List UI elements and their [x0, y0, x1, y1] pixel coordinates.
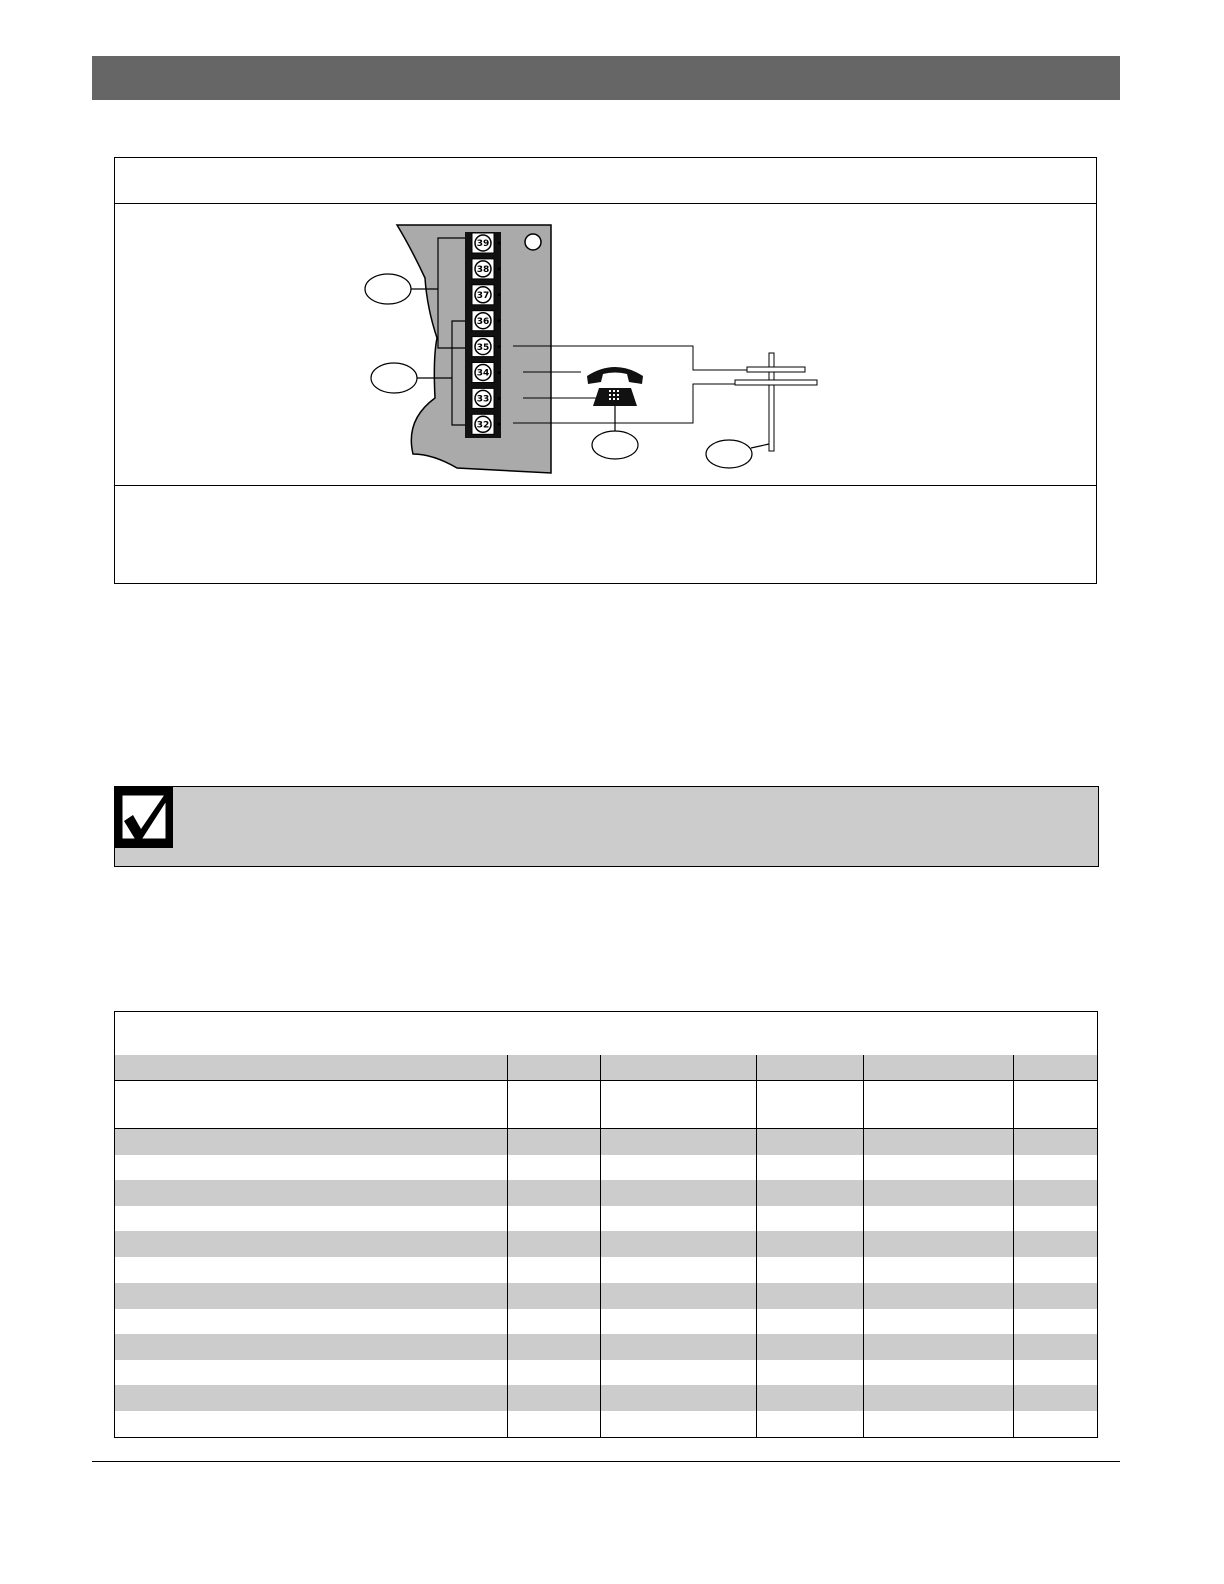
note-box [114, 786, 1099, 867]
table-row [115, 1359, 1097, 1385]
terminal-label: 34 [476, 368, 490, 379]
page-header-bar [92, 56, 1120, 100]
table-row [115, 1231, 1097, 1257]
figure-caption-row [115, 485, 1096, 585]
terminal-label: 38 [476, 265, 490, 276]
table-row [115, 1411, 1097, 1437]
table-title-row [115, 1012, 1097, 1056]
callout-bubble-telephone [592, 431, 638, 459]
terminal-label: 36 [476, 316, 490, 327]
table-subheader-row [115, 1081, 1097, 1129]
data-table [114, 1011, 1098, 1438]
board-mounting-hole [525, 234, 541, 250]
table-column-divider [756, 1055, 757, 1437]
telephone-icon [587, 367, 643, 406]
table-row [115, 1206, 1097, 1232]
table-row [115, 1129, 1097, 1155]
table-column-divider [1013, 1055, 1014, 1437]
wiring-figure [114, 157, 1097, 584]
table-column-divider [863, 1055, 864, 1437]
terminal-label: 33 [476, 394, 490, 405]
callout-bubble-pole [706, 440, 752, 468]
terminal-label: 32 [476, 420, 490, 431]
callout-bubble-upper [365, 274, 411, 304]
callout-bubble-lower [371, 363, 417, 393]
table-column-divider [507, 1055, 508, 1437]
telephone-pole-icon [735, 353, 817, 451]
pole-callout-leader [751, 444, 769, 448]
table-column-divider [600, 1055, 601, 1437]
checkmark-icon [115, 787, 175, 849]
table-row [115, 1180, 1097, 1206]
table-row [115, 1308, 1097, 1334]
table-row [115, 1334, 1097, 1360]
terminal-label: 35 [476, 342, 490, 353]
table-row [115, 1155, 1097, 1181]
table-row [115, 1257, 1097, 1283]
table-column-header-row [115, 1055, 1097, 1081]
terminal-label: 39 [476, 239, 490, 250]
terminal-label: 37 [476, 291, 490, 301]
footer-rule [92, 1461, 1120, 1462]
table-row [115, 1385, 1097, 1411]
table-row [115, 1283, 1097, 1309]
